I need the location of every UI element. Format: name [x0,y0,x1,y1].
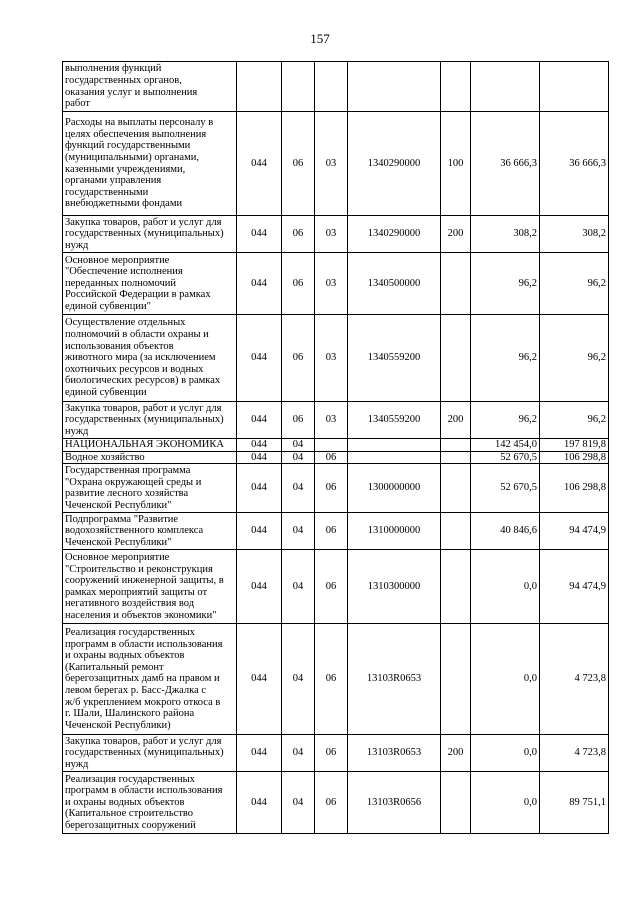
row-code-cell: 044 [237,439,282,452]
row-name-cell: Закупка товаров, работ и услуг для государственных (муниципальных) нужд [63,402,237,439]
row-target-cell: 1300000000 [348,464,441,513]
table-row [63,112,609,216]
row-sum2-cell: 106 298,8 [540,451,609,464]
row-section-cell: 04 [282,439,315,452]
row-type-cell [441,62,471,112]
row-target-cell [348,451,441,464]
row-sum1-cell: 36 666,3 [471,112,540,216]
row-code-cell: 044 [237,253,282,315]
row-sum2-cell: 96,2 [540,315,609,402]
row-code-cell: 044 [237,624,282,735]
page-number: 157 [310,31,330,46]
row-name-cell: Подпрограмма "Развитие водохозяйственного комплекса Чеченской Республики" [63,513,237,550]
row-subsection-cell [315,62,348,112]
row-sum2-cell: 197 819,8 [540,439,609,452]
row-target-cell: 1310000000 [348,513,441,550]
row-subsection-cell: 03 [315,402,348,439]
row-code-cell: 044 [237,772,282,834]
row-subsection-cell: 06 [315,550,348,624]
row-name-cell: Государственная программа "Охрана окружающей среды и развитие лесного хозяйства Чеченской Республики" [63,464,237,513]
row-type-cell [441,253,471,315]
row-code-cell: 044 [237,451,282,464]
row-target-cell: 13103R0653 [348,624,441,735]
row-sum2-cell [540,62,609,112]
row-name-cell: выполнения функций государственных органов, оказания услуг и выполнения работ [63,62,237,112]
row-type-cell [441,315,471,402]
row-code-cell: 044 [237,464,282,513]
row-sum2-cell: 4 723,8 [540,624,609,735]
row-subsection-cell: 06 [315,772,348,834]
row-section-cell: 04 [282,550,315,624]
row-type-cell: 100 [441,112,471,216]
row-name-cell: Реализация государственных программ в области использования и охраны водных объектов (Капитальный ремонт берегозащитных дамб на правом и левом берегах р. Басс-Джалка с ж/б укреплением мокрого откоса в г. Шали, Шалинского района Чеченской Республики) [63,624,237,735]
row-name-cell: Расходы на выплаты персоналу в целях обеспечения выполнения функций государственными (муниципальными) органами, казенными учреждениями, органами управления государственными внебюджетными фондами [63,112,237,216]
row-sum1-cell: 0,0 [471,735,540,772]
row-sum1-cell: 0,0 [471,624,540,735]
row-section-cell: 04 [282,772,315,834]
row-section-cell: 04 [282,451,315,464]
row-sum2-cell: 89 751,1 [540,772,609,834]
row-type-cell: 200 [441,402,471,439]
row-subsection-cell: 06 [315,624,348,735]
row-sum2-cell: 94 474,9 [540,513,609,550]
row-sum2-cell: 106 298,8 [540,464,609,513]
row-target-cell [348,62,441,112]
row-type-cell: 200 [441,735,471,772]
row-type-cell [441,451,471,464]
row-name-cell: Закупка товаров, работ и услуг для государственных (муниципальных) нужд [63,216,237,253]
row-name-cell: Водное хозяйство [63,451,237,464]
row-sum2-cell: 96,2 [540,253,609,315]
row-sum1-cell: 308,2 [471,216,540,253]
row-subsection-cell [315,439,348,452]
row-type-cell: 200 [441,216,471,253]
table-row [63,550,609,624]
table-row [63,464,609,513]
row-section-cell: 06 [282,402,315,439]
row-type-cell [441,464,471,513]
table-row [63,253,609,315]
row-sum1-cell: 52 670,5 [471,464,540,513]
row-sum1-cell: 0,0 [471,772,540,834]
row-code-cell: 044 [237,112,282,216]
row-target-cell: 1310300000 [348,550,441,624]
row-section-cell: 04 [282,464,315,513]
row-code-cell: 044 [237,735,282,772]
row-target-cell: 1340290000 [348,216,441,253]
row-name-cell: Закупка товаров, работ и услуг для государственных (муниципальных) нужд [63,735,237,772]
row-sum1-cell: 142 454,0 [471,439,540,452]
table-row [63,216,609,253]
row-subsection-cell: 03 [315,253,348,315]
table-row [63,624,609,735]
row-subsection-cell: 03 [315,216,348,253]
row-section-cell: 06 [282,315,315,402]
row-target-cell: 13103R0656 [348,772,441,834]
table-row [63,439,609,452]
row-target-cell: 1340500000 [348,253,441,315]
row-type-cell [441,439,471,452]
table-row [63,513,609,550]
row-type-cell [441,624,471,735]
table-row [63,772,609,834]
row-target-cell [348,439,441,452]
row-sum1-cell: 52 670,5 [471,451,540,464]
row-type-cell [441,550,471,624]
table-row [63,735,609,772]
row-sum2-cell: 96,2 [540,402,609,439]
row-section-cell: 04 [282,513,315,550]
row-subsection-cell: 06 [315,513,348,550]
row-sum1-cell: 96,2 [471,253,540,315]
row-code-cell [237,62,282,112]
row-sum1-cell: 96,2 [471,315,540,402]
table-row [63,62,609,112]
row-sum2-cell: 36 666,3 [540,112,609,216]
row-name-cell: Основное мероприятие "Строительство и реконструкция сооружений инженерной защиты, в рамках мероприятий защиты от негативного воздействия вод населения и объектов экономики" [63,550,237,624]
row-name-cell: Реализация государственных программ в области использования и охраны водных объектов (Капитальное строительство берегозащитных сооружений [63,772,237,834]
row-target-cell: 1340559200 [348,402,441,439]
row-type-cell [441,772,471,834]
row-section-cell: 06 [282,112,315,216]
row-code-cell: 044 [237,402,282,439]
table-body [63,62,609,834]
row-target-cell: 13103R0653 [348,735,441,772]
row-section-cell: 06 [282,216,315,253]
row-code-cell: 044 [237,315,282,402]
row-section-cell: 04 [282,624,315,735]
row-sum1-cell: 96,2 [471,402,540,439]
row-sum1-cell: 40 846,6 [471,513,540,550]
row-name-cell: Осуществление отдельных полномочий в области охраны и использования объектов животного мира (за исключением охотничьих ресурсов и водных биологических ресурсов) в рамках единой субвенции [63,315,237,402]
table-row [63,402,609,439]
table-row [63,451,609,464]
row-section-cell: 04 [282,735,315,772]
row-section-cell: 06 [282,253,315,315]
row-subsection-cell: 06 [315,464,348,513]
row-sum2-cell: 94 474,9 [540,550,609,624]
row-subsection-cell: 03 [315,112,348,216]
row-subsection-cell: 06 [315,735,348,772]
row-name-cell: НАЦИОНАЛЬНАЯ ЭКОНОМИКА [63,439,237,452]
row-sum1-cell [471,62,540,112]
row-target-cell: 1340290000 [348,112,441,216]
row-sum1-cell: 0,0 [471,550,540,624]
row-target-cell: 1340559200 [348,315,441,402]
row-code-cell: 044 [237,550,282,624]
row-type-cell [441,513,471,550]
budget-table [62,61,609,834]
table-row [63,315,609,402]
row-subsection-cell: 03 [315,315,348,402]
row-subsection-cell: 06 [315,451,348,464]
row-code-cell: 044 [237,216,282,253]
row-code-cell: 044 [237,513,282,550]
row-sum2-cell: 4 723,8 [540,735,609,772]
row-name-cell: Основное мероприятие "Обеспечение исполнения переданных полномочий Российской Федерации в рамках единой субвенции" [63,253,237,315]
row-sum2-cell: 308,2 [540,216,609,253]
row-section-cell [282,62,315,112]
